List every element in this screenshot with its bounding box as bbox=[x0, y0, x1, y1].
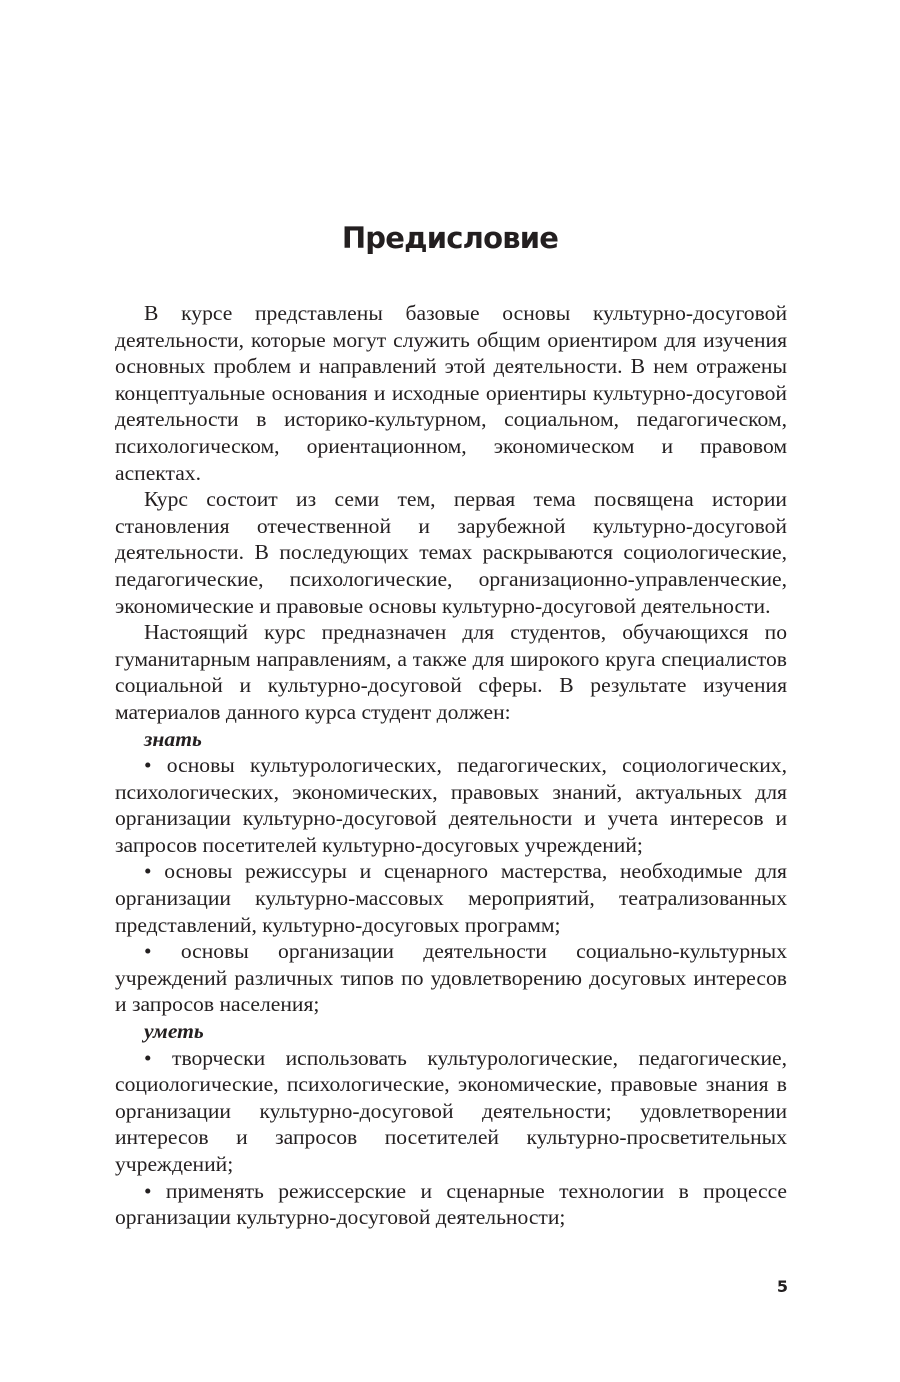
can-list-item: • творчески использовать культурологические, педагогические, социологические, психологические, экономические, правовые знания в организации культурно-досуговой деятельности; удовлетворении интересов и запросов посетителей культурно-просветительных учреждений; bbox=[115, 1045, 787, 1176]
body-text bbox=[115, 300, 787, 1231]
page-number: 5 bbox=[776, 1277, 788, 1296]
know-list-item: • основы режиссуры и сценарного мастерства, необходимые для организации культурно-массовых мероприятий, театрализованных представлений, культурно-досуговых программ; bbox=[115, 859, 787, 937]
can-label: уметь bbox=[144, 1019, 204, 1044]
know-list-item: • основы организации деятельности социально-культурных учреждений различных типов по удовлетворению досуговых интересов и запросов населения; bbox=[115, 939, 787, 1017]
paragraph: В курсе представлены базовые основы культурно-досуговой деятельности, которые могут служить общим ориентиром для изучения основных проблем и направлений этой деятельности. В нем отражены концептуальные основания и исходные ориентиры культурно-досуговой деятельности в историко-культурном, социальном, педагогическом, психологическом, ориентационном, экономическом и правовом аспектах. bbox=[115, 301, 787, 485]
page-title: Предисловие bbox=[341, 221, 559, 255]
can-list-item: • применять режиссерские и сценарные технологии в процессе организации культурно-досуговой деятельности; bbox=[115, 1178, 787, 1230]
paragraph: Настоящий курс предназначен для студентов, обучающихся по гуманитарным направлениям, а также для широкого круга специалистов социальной и культурно-досуговой сферы. В результате изучения материалов данного курса студент должен: bbox=[115, 620, 787, 724]
paragraph: Курс состоит из семи тем, первая тема посвящена истории становления отечественной и зарубежной культурно-досуговой деятельности. В последующих темах раскрываются социологические, педагогические, психологические, организационно-управленческие, экономические и правовые основы культурно-досуговой деятельности. bbox=[115, 487, 787, 618]
know-label: знать bbox=[144, 726, 202, 751]
know-list-item: • основы культурологических, педагогических, социологических, психологических, экономических, правовых знаний, актуальных для организации культурно-досуговой деятельности и учета интересов и запросов посетителей культурно-досуговых учреждений; bbox=[115, 753, 787, 857]
